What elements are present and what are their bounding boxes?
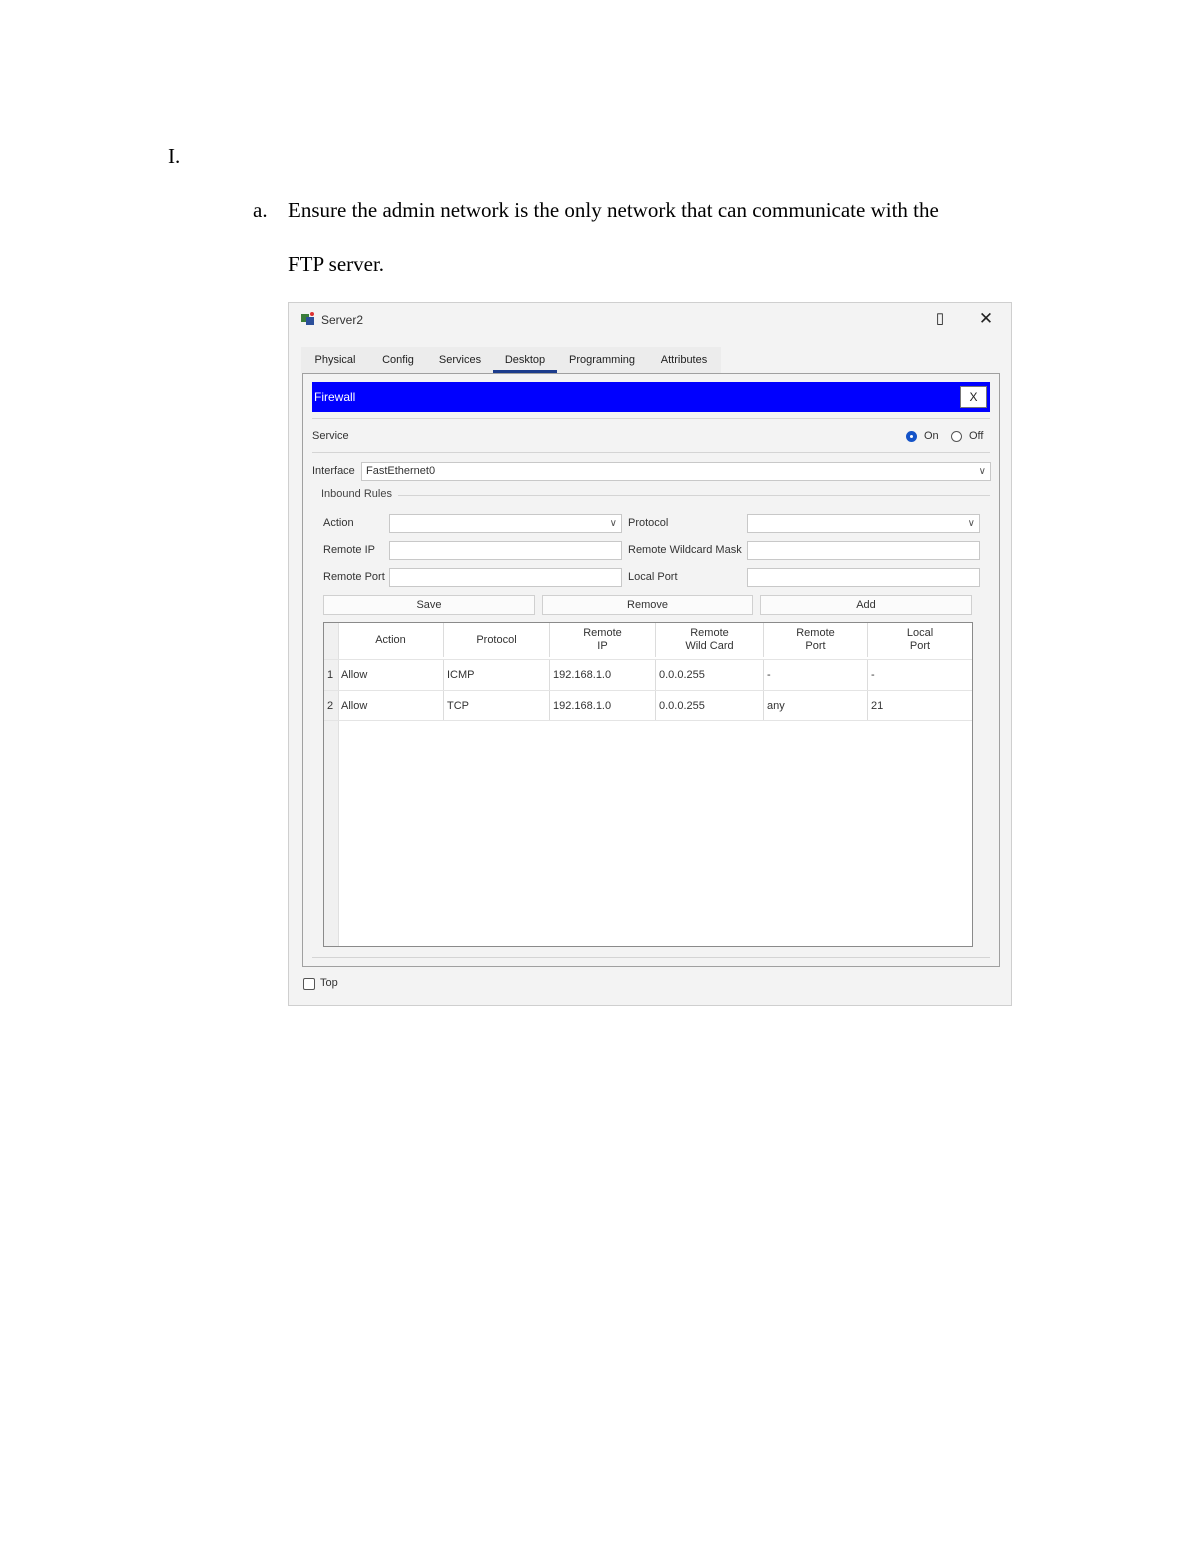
row-number: 1 xyxy=(327,669,334,681)
service-on-radio[interactable] xyxy=(906,431,917,442)
divider xyxy=(398,495,990,496)
remove-button[interactable]: Remove xyxy=(542,595,753,615)
save-button[interactable]: Save xyxy=(323,595,535,615)
cell-protocol: TCP xyxy=(444,691,550,720)
tab-services[interactable]: Services xyxy=(438,354,482,366)
tab-bar xyxy=(301,347,721,373)
column-header-remote-wildcard[interactable]: Remote Wild Card xyxy=(656,623,764,657)
column-header-action[interactable]: Action xyxy=(338,623,444,657)
remote-wildcard-input[interactable] xyxy=(747,541,980,560)
minimize-button[interactable] xyxy=(875,307,905,331)
server-window xyxy=(288,302,1012,1006)
cell-remote-port: - xyxy=(764,660,868,690)
desktop-panel xyxy=(302,373,1000,967)
column-header-remote-port[interactable]: Remote Port xyxy=(764,623,868,657)
firewall-title: Firewall xyxy=(314,390,356,404)
cell-remote-ip: 192.168.1.0 xyxy=(550,660,656,690)
close-icon: ✕ xyxy=(978,309,994,328)
table-row[interactable] xyxy=(324,690,972,721)
interface-label: Interface xyxy=(312,465,355,477)
row-number: 2 xyxy=(327,700,334,712)
tab-config[interactable]: Config xyxy=(382,354,414,366)
protocol-label: Protocol xyxy=(628,517,669,529)
window-titlebar xyxy=(289,303,1011,337)
remote-port-input[interactable] xyxy=(389,568,622,587)
maximize-icon: ▯ xyxy=(935,310,945,327)
tab-attributes[interactable]: Attributes xyxy=(660,354,708,366)
action-label: Action xyxy=(323,517,354,529)
cell-local-port: 21 xyxy=(871,700,884,712)
protocol-select[interactable] xyxy=(747,514,980,533)
add-button[interactable]: Add xyxy=(760,595,972,615)
cell-remote-port: any xyxy=(764,691,868,720)
window-title: Server2 xyxy=(321,313,364,327)
cell-action: Allow xyxy=(338,660,444,690)
interface-value: FastEthernet0 xyxy=(366,465,436,477)
divider xyxy=(312,452,990,453)
cell-wildcard: 0.0.0.255 xyxy=(656,691,764,720)
section-number: I. xyxy=(168,144,181,168)
local-port-input[interactable] xyxy=(747,568,980,587)
service-off-label: Off xyxy=(969,430,984,442)
service-label: Service xyxy=(312,430,349,442)
maximize-button[interactable] xyxy=(925,307,955,331)
cell-remote-ip: 192.168.1.0 xyxy=(550,691,656,720)
item-letter: a. xyxy=(253,198,268,222)
top-checkbox[interactable] xyxy=(303,978,315,990)
firewall-title-bar xyxy=(312,382,990,412)
window-close-button[interactable] xyxy=(971,307,1001,331)
rules-table xyxy=(323,622,973,947)
cell-local-port: - xyxy=(871,669,875,681)
chevron-down-icon: ∨ xyxy=(609,518,617,529)
cell-wildcard: 0.0.0.255 xyxy=(656,660,764,690)
tab-programming[interactable]: Programming xyxy=(568,354,636,366)
divider xyxy=(312,957,990,958)
table-row[interactable] xyxy=(324,659,972,690)
remote-wildcard-label: Remote Wildcard Mask xyxy=(628,544,742,556)
firewall-close-button[interactable]: X xyxy=(960,386,987,408)
service-on-label: On xyxy=(924,430,939,442)
action-select[interactable] xyxy=(389,514,622,533)
local-port-label: Local Port xyxy=(628,571,678,583)
column-header-local-port[interactable]: Local Port xyxy=(906,627,934,652)
remote-port-label: Remote Port xyxy=(323,571,385,583)
column-header-remote-ip[interactable]: Remote IP xyxy=(550,623,656,657)
remote-ip-label: Remote IP xyxy=(323,544,375,556)
chevron-down-icon: ∨ xyxy=(967,518,975,529)
column-header-protocol[interactable]: Protocol xyxy=(444,623,550,657)
chevron-down-icon: ∨ xyxy=(978,466,986,477)
interface-select[interactable] xyxy=(361,462,991,481)
tab-physical[interactable]: Physical xyxy=(314,354,356,366)
packet-tracer-app-icon xyxy=(300,311,316,327)
cell-protocol: ICMP xyxy=(444,660,550,690)
divider xyxy=(312,418,990,419)
item-text-line1: Ensure the admin network is the only network that can communicate with the xyxy=(288,198,939,222)
top-checkbox-label: Top xyxy=(320,977,338,989)
inbound-rules-label: Inbound Rules xyxy=(321,488,392,500)
cell-action: Allow xyxy=(338,691,444,720)
service-off-radio[interactable] xyxy=(951,431,962,442)
remote-ip-input[interactable] xyxy=(389,541,622,560)
tab-desktop[interactable]: Desktop xyxy=(493,347,557,373)
item-text-line2: FTP server. xyxy=(288,252,385,276)
